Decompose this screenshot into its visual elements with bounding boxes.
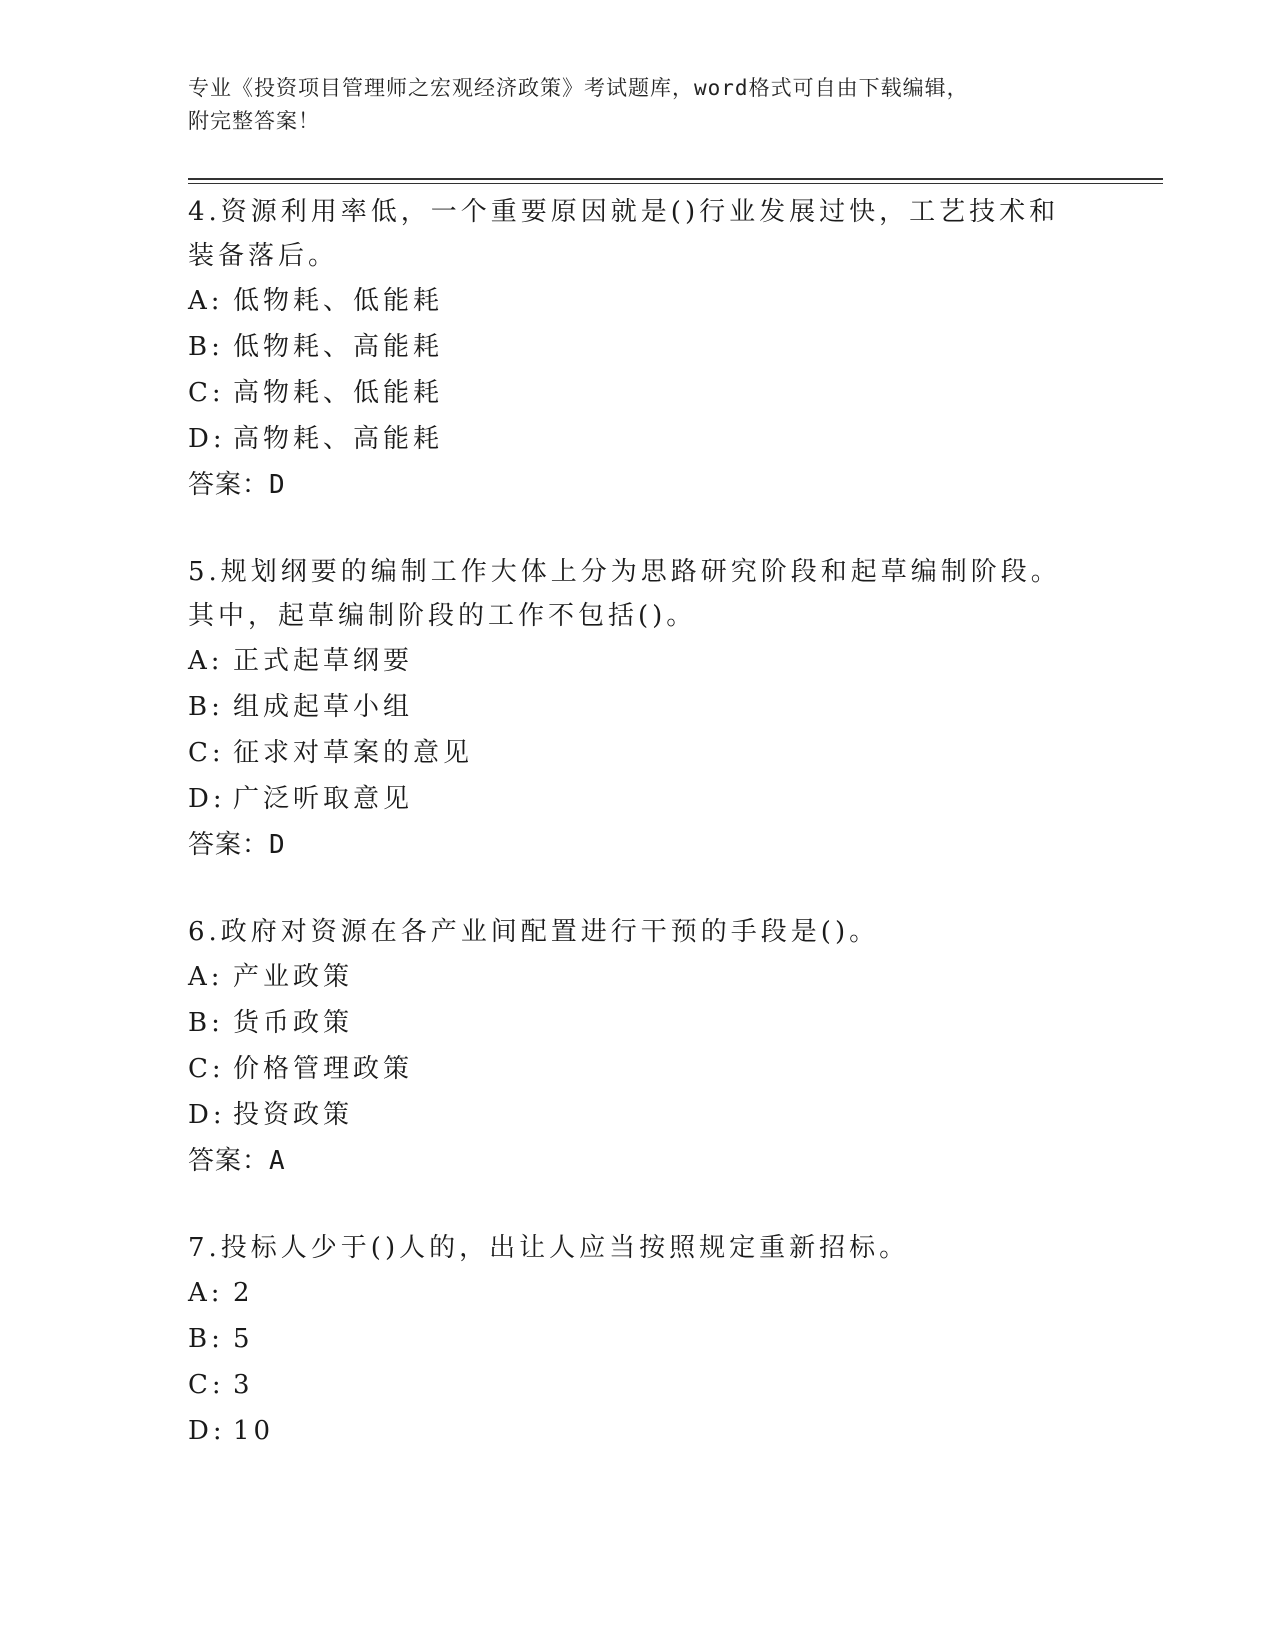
option-key: A: bbox=[188, 286, 224, 316]
answer-label: 答案： bbox=[188, 830, 270, 860]
question-7 bbox=[188, 1226, 1068, 1454]
option-text: 组成起草小组 bbox=[233, 692, 414, 722]
option-key: B: bbox=[188, 332, 224, 362]
option-text: 低物耗、低能耗 bbox=[233, 286, 444, 316]
option-b bbox=[188, 1316, 1068, 1362]
option-b bbox=[188, 1000, 1068, 1046]
option-text: 2 bbox=[233, 1278, 254, 1308]
header-line-1: 专业《投资项目管理师之宏观经济政策》考试题库，word格式可自由下载编辑， bbox=[188, 76, 969, 100]
answer-line bbox=[188, 462, 1068, 508]
option-b bbox=[188, 684, 1068, 730]
question-stem: 7.投标人少于()人的，出让人应当按照规定重新招标。 bbox=[188, 1233, 910, 1263]
question-stem: 6.政府对资源在各产业间配置进行干预的手段是()。 bbox=[188, 917, 880, 947]
answer-line bbox=[188, 822, 1068, 868]
option-text: 3 bbox=[233, 1370, 254, 1400]
option-text: 低物耗、高能耗 bbox=[233, 332, 444, 362]
option-key: D: bbox=[188, 424, 226, 454]
answer-value: A bbox=[269, 1146, 286, 1176]
option-d bbox=[188, 1408, 1068, 1454]
option-key: D: bbox=[188, 1100, 226, 1130]
option-text: 5 bbox=[233, 1324, 254, 1354]
question-5 bbox=[188, 550, 1068, 868]
header-divider-thin bbox=[188, 183, 1163, 184]
answer-value: D bbox=[269, 830, 286, 860]
option-c bbox=[188, 730, 1068, 776]
option-key: D: bbox=[188, 784, 226, 814]
option-a bbox=[188, 954, 1068, 1000]
option-key: C: bbox=[188, 738, 225, 768]
answer-label: 答案： bbox=[188, 470, 270, 500]
option-d bbox=[188, 1092, 1068, 1138]
option-d bbox=[188, 416, 1068, 462]
option-a bbox=[188, 1270, 1068, 1316]
option-key: A: bbox=[188, 962, 224, 992]
option-key: C: bbox=[188, 1370, 225, 1400]
question-4 bbox=[188, 190, 1068, 508]
question-list bbox=[188, 190, 1068, 1496]
question-stem: 5.规划纲要的编制工作大体上分为思路研究阶段和起草编制阶段。其中，起草编制阶段的工作不包括()。 bbox=[188, 557, 1061, 631]
answer-label: 答案： bbox=[188, 1146, 270, 1176]
option-key: D: bbox=[188, 1416, 226, 1446]
document-header bbox=[188, 72, 1068, 138]
option-key: A: bbox=[188, 1278, 224, 1308]
option-b bbox=[188, 324, 1068, 370]
option-key: C: bbox=[188, 378, 225, 408]
option-key: C: bbox=[188, 1054, 225, 1084]
option-text: 高物耗、低能耗 bbox=[233, 378, 444, 408]
option-text: 正式起草纲要 bbox=[233, 646, 414, 676]
option-key: B: bbox=[188, 692, 224, 722]
option-text: 产业政策 bbox=[233, 962, 354, 992]
option-key: B: bbox=[188, 1324, 224, 1354]
option-c bbox=[188, 370, 1068, 416]
option-a bbox=[188, 638, 1068, 684]
option-text: 广泛听取意见 bbox=[233, 784, 414, 814]
header-line-2: 附完整答案！ bbox=[188, 109, 320, 133]
option-a bbox=[188, 278, 1068, 324]
option-key: B: bbox=[188, 1008, 224, 1038]
option-c bbox=[188, 1362, 1068, 1408]
option-d bbox=[188, 776, 1068, 822]
option-text: 10 bbox=[233, 1416, 275, 1446]
header-divider-thick bbox=[188, 178, 1163, 180]
option-text: 高物耗、高能耗 bbox=[233, 424, 444, 454]
option-text: 货币政策 bbox=[233, 1008, 354, 1038]
question-6 bbox=[188, 910, 1068, 1184]
option-text: 征求对草案的意见 bbox=[233, 738, 474, 768]
option-text: 价格管理政策 bbox=[233, 1054, 414, 1084]
option-text: 投资政策 bbox=[233, 1100, 354, 1130]
option-key: A: bbox=[188, 646, 224, 676]
answer-value: D bbox=[269, 470, 286, 500]
option-c bbox=[188, 1046, 1068, 1092]
answer-line bbox=[188, 1138, 1068, 1184]
question-stem: 4.资源利用率低，一个重要原因就是()行业发展过快，工艺技术和装备落后。 bbox=[188, 197, 1060, 271]
